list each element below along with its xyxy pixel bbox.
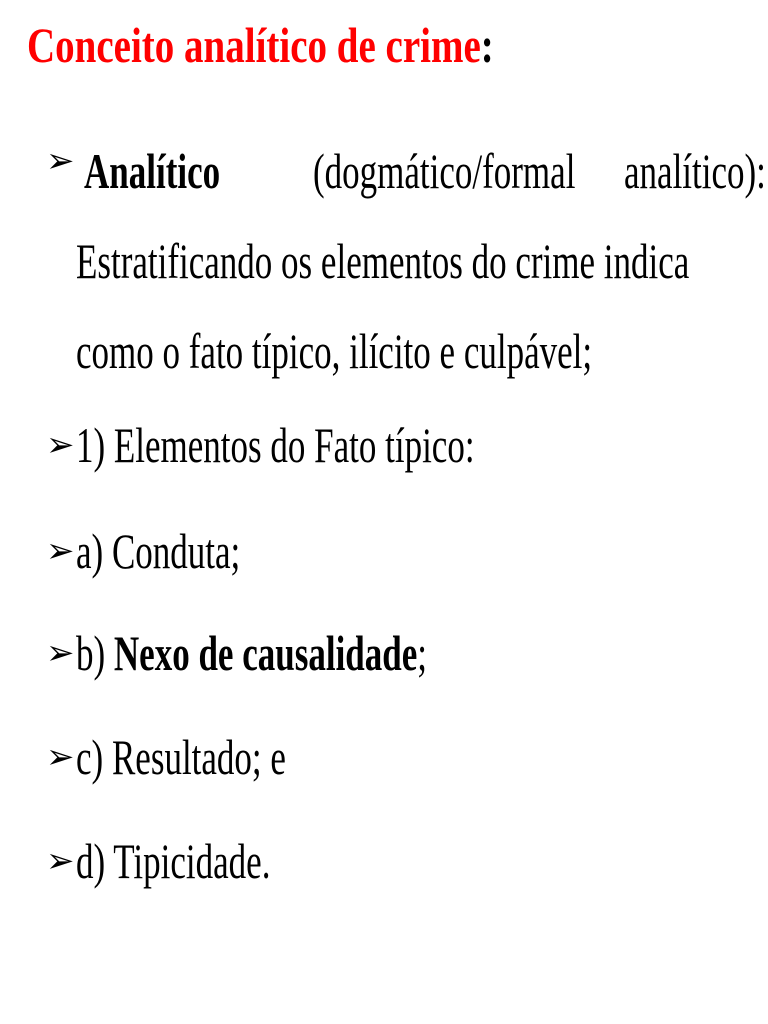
analitico-qualifier-2: analítico): <box>624 143 766 199</box>
slide-title <box>27 18 494 73</box>
item-c-text: c) Resultado; e <box>76 729 286 785</box>
elements-heading: 1) Elementos do Fato típico: <box>76 417 475 473</box>
item-a-text: a) Conduta; <box>76 523 241 579</box>
arrow-bullet-icon: ➢ <box>46 737 75 777</box>
analitico-qualifier-1: (dogmático/formal <box>313 143 576 199</box>
arrow-bullet-icon: ➢ <box>46 841 75 881</box>
item-b-prefix: b) <box>76 625 114 681</box>
arrow-bullet-icon: ➢ <box>46 425 75 465</box>
analitico-line-1 <box>84 130 764 212</box>
item-b-text <box>76 612 427 694</box>
bullet-analitico <box>46 130 766 390</box>
item-b-suffix: ; <box>417 625 427 681</box>
arrow-bullet-icon: ➢ <box>46 141 75 181</box>
arrow-bullet-icon: ➢ <box>46 531 75 571</box>
item-d-text: d) Tipicidade. <box>76 833 271 889</box>
title-text: Conceito analítico de crime <box>27 17 481 73</box>
analitico-line-3: como o fato típico, ilícito e culpável; <box>76 323 593 379</box>
analitico-line-2: Estratificando os elementos do crime indica <box>76 233 690 289</box>
title-colon: : <box>480 17 494 73</box>
analitico-term: Analítico <box>84 143 221 199</box>
item-b-bold: Nexo de causalidade <box>113 625 418 681</box>
arrow-bullet-icon: ➢ <box>46 633 75 673</box>
